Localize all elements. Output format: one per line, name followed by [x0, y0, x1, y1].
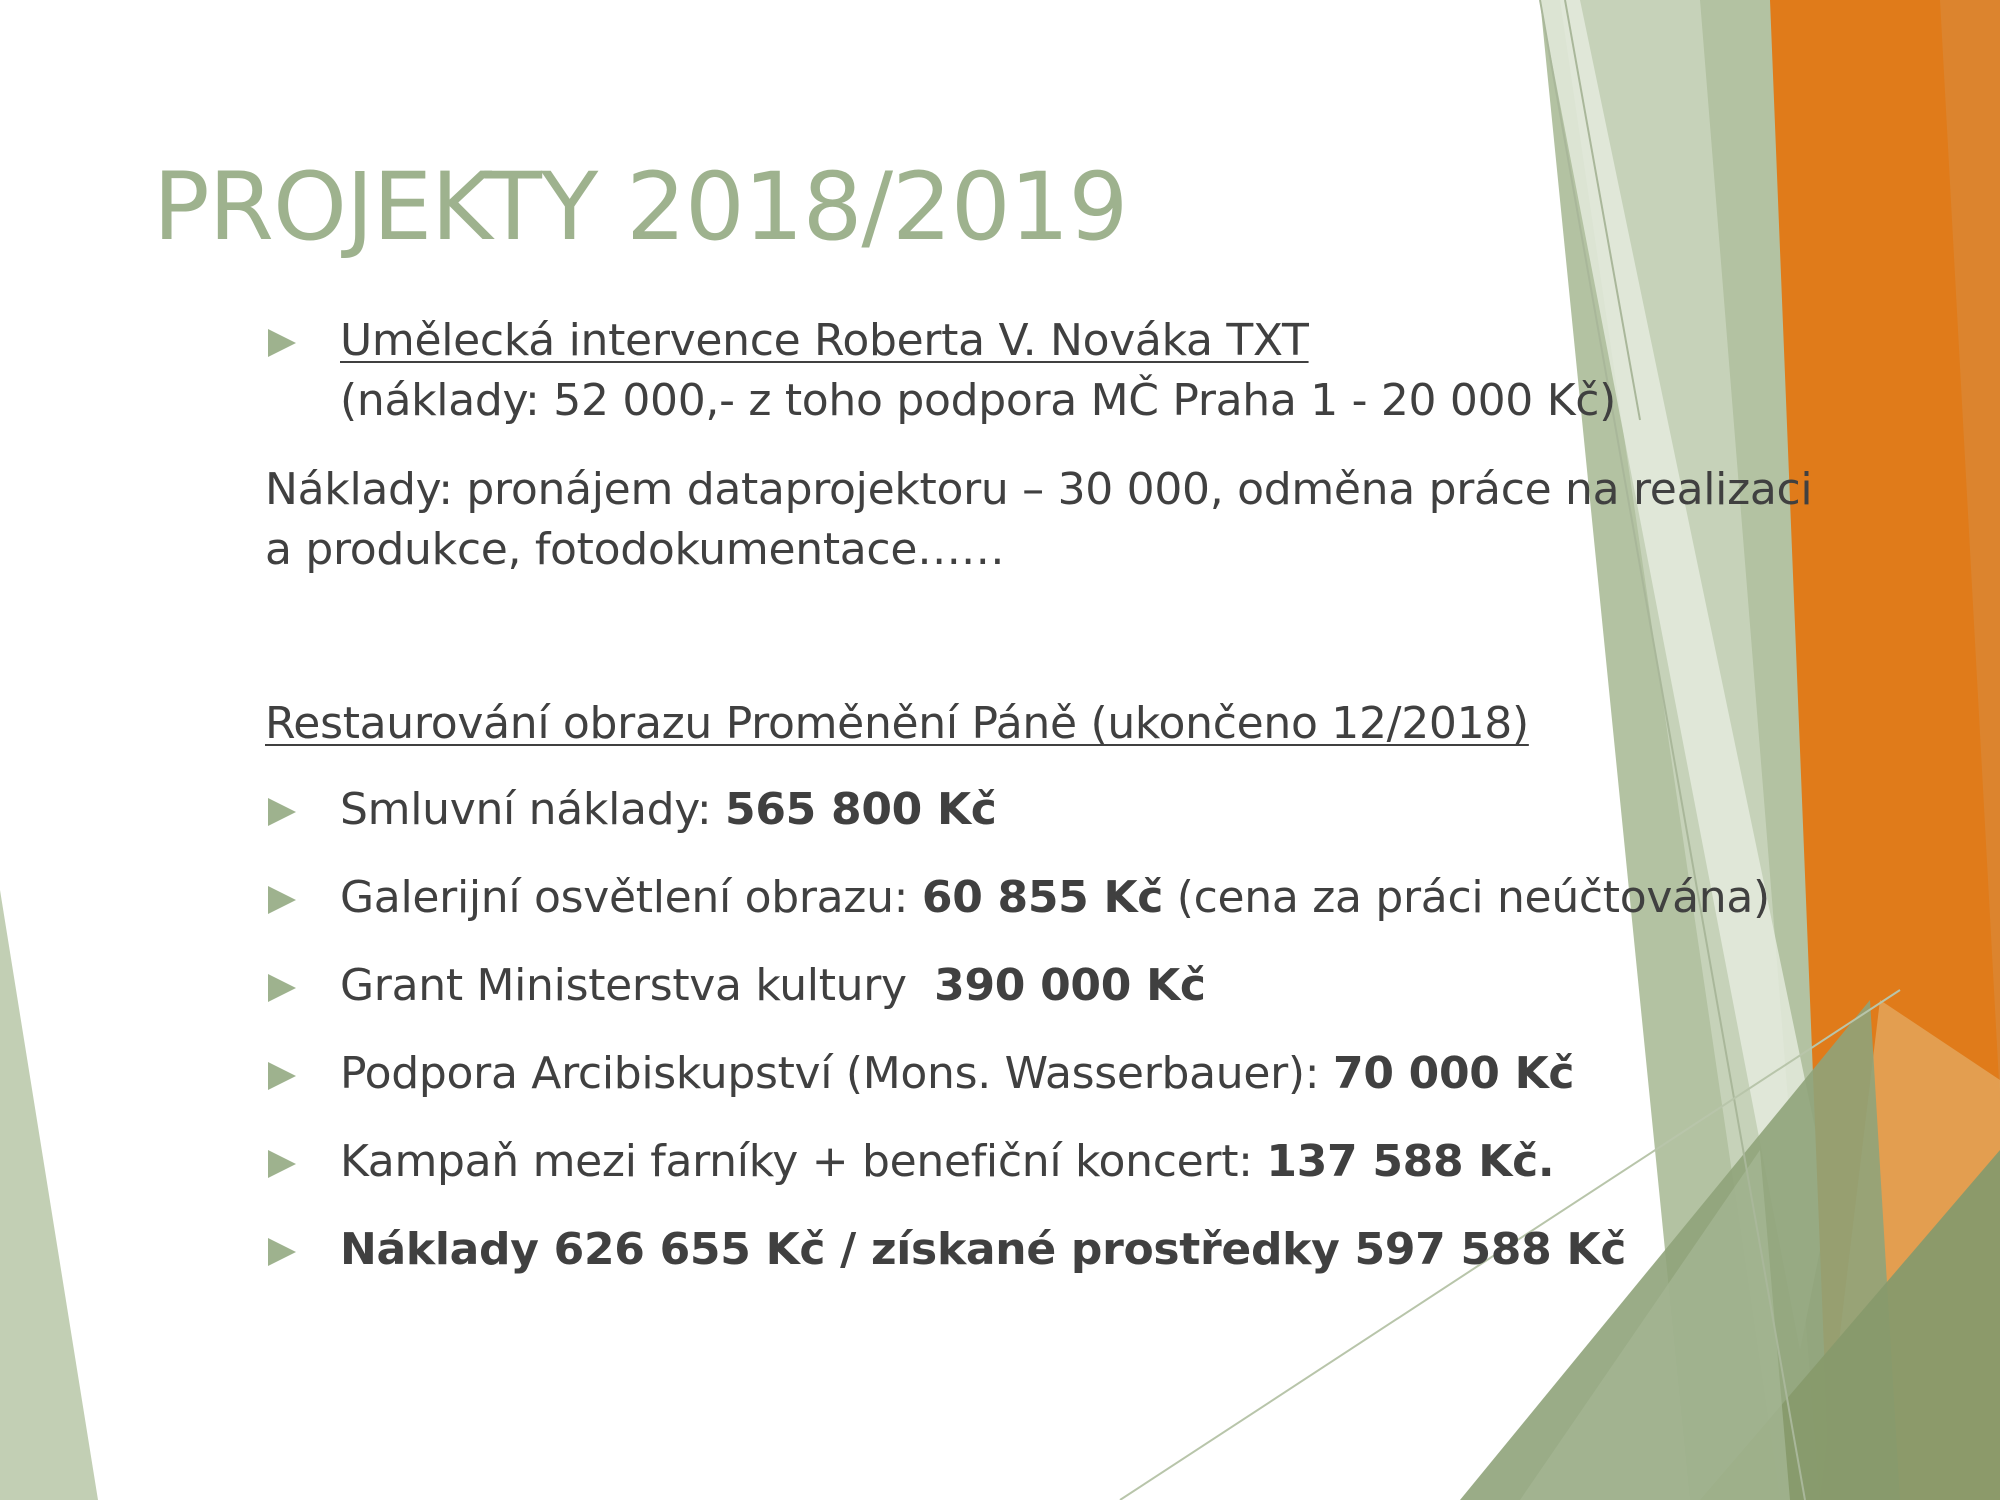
item-label: Podpora Arcibiskupství (Mons. Wasserbauer):: [340, 1048, 1333, 1099]
item-value: 70 000 Kč: [1333, 1048, 1575, 1099]
bullet-icon: [268, 886, 296, 914]
list-item: [340, 956, 1206, 1016]
item-label: Galerijní osvětlení obrazu:: [340, 872, 922, 923]
list-item: [340, 1132, 1554, 1192]
list-item: [340, 1044, 1574, 1104]
item-label: Kampaň mezi farníky + benefiční koncert:: [340, 1136, 1267, 1187]
list-item: [340, 868, 1770, 928]
project1-costs-line2: a produkce, fotodokumentace……: [265, 524, 1005, 575]
bullet-icon: [268, 798, 296, 826]
project1-heading: Umělecká intervence Roberta V. Nováka TXT: [340, 315, 1309, 366]
item-value: 137 588 Kč.: [1266, 1136, 1555, 1187]
summary-item: [340, 1220, 1626, 1280]
bullet-icon: [268, 1062, 296, 1090]
item-value: 390 000 Kč: [934, 960, 1206, 1011]
bullet-icon: [268, 329, 296, 357]
page-title: PROJEKTY 2018/2019: [153, 153, 1128, 262]
list-item: [340, 780, 997, 840]
item-value: 60 855 Kč: [921, 872, 1164, 923]
bullet-icon: [268, 1150, 296, 1178]
item-value: 565 800 Kč: [725, 784, 997, 835]
project2-heading: Restaurování obrazu Proměnění Páně (ukončeno 12/2018): [265, 698, 1529, 749]
item-suffix: (cena za práci neúčtována): [1163, 872, 1770, 923]
project1-costs-note: (náklady: 52 000,- z toho podpora MČ Praha 1 - 20 000 Kč): [340, 375, 1617, 426]
bullet-icon: [268, 974, 296, 1002]
item-label: Grant Ministerstva kultury: [340, 960, 935, 1011]
project1-costs-line1: Náklady: pronájem dataprojektoru – 30 000, odměna práce na realizaci: [265, 464, 1813, 515]
item-label: Smluvní náklady:: [340, 784, 726, 835]
summary-text: Náklady 626 655 Kč / získané prostředky 597 588 Kč: [340, 1224, 1627, 1275]
bullet-icon: [268, 1238, 296, 1266]
